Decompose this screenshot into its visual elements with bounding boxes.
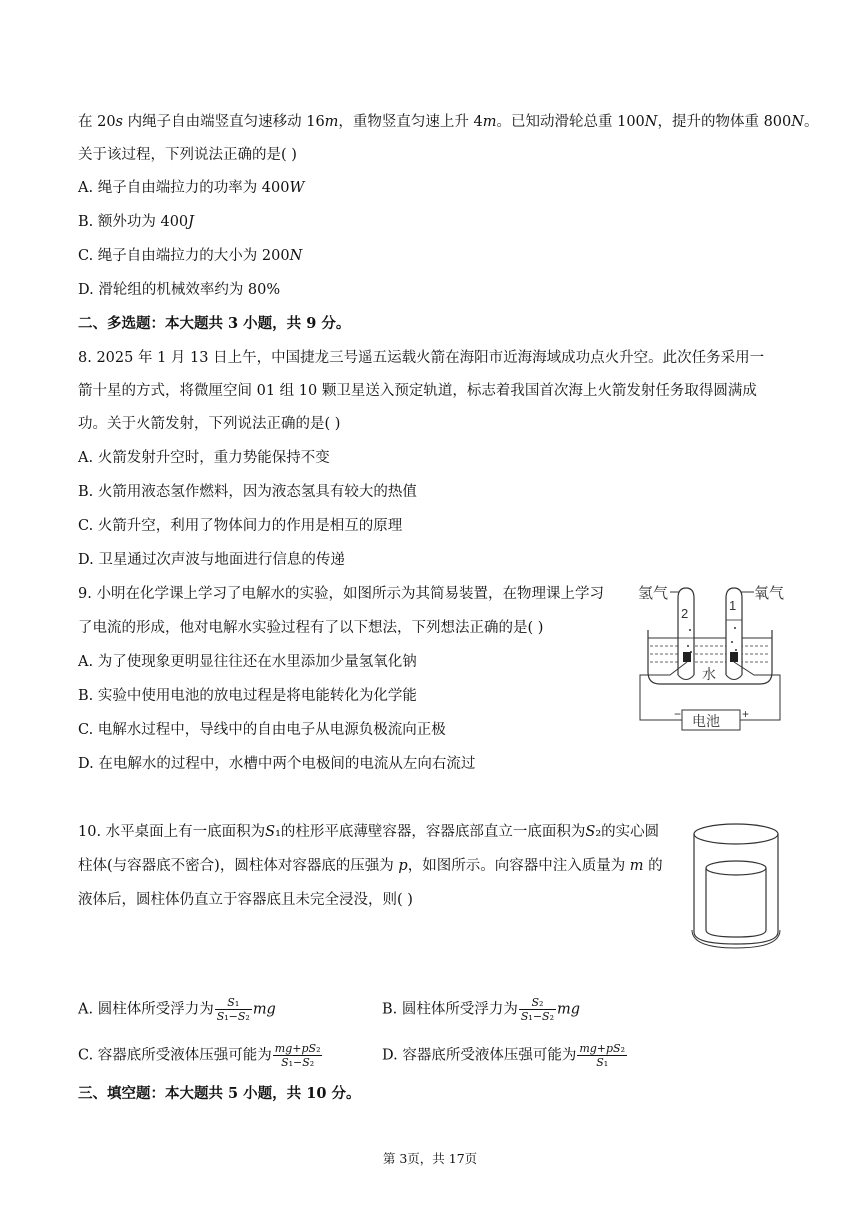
q10-stem-line1 — [78, 822, 659, 842]
water-label: 水 — [702, 666, 716, 682]
q10-line1-part-c: 的实心圆 — [601, 824, 660, 840]
q8-option-b: B. 火箭用液态氢作燃料，因为液态氢具有较大的热值 — [78, 484, 417, 500]
q9-option-c: C. 电解水过程中，导线中的自由电子从电源负极流向正极 — [78, 722, 446, 738]
fraction-c — [273, 1042, 323, 1069]
q7-option-d: D. 滑轮组的机械效率约为 80% — [78, 282, 281, 298]
q10-stem-line3: 液体后，圆柱体仍直立于容器底且未完全浸没，则( ) — [78, 892, 413, 908]
q9-stem-line2: 了电流的形成，他对电解水实验过程有了以下想法，下列想法正确的是( ) — [78, 620, 544, 636]
electrolysis-apparatus-figure — [630, 580, 790, 735]
q10-stem-line2: 柱体(与容器底不密合)，圆柱体对容器底的压强为 𝑝，如图所示。向容器中注入质量为 𝑚 的 — [78, 858, 663, 874]
q9-option-d: D. 在电解水的过程中，水槽中两个电极间的电流从左向右流过 — [78, 756, 476, 772]
q7-stem-line1: 在 20𝑠 内绳子自由端竖直匀速移动 16𝑚，重物竖直匀速上升 4𝑚。已知动滑轮总重 100𝑁，提升的物体重 800𝑁。 — [78, 114, 819, 130]
fraction-b — [519, 996, 556, 1023]
fraction-a — [215, 996, 252, 1023]
section-heading-multiple-choice: 二、多选题：本大题共 3 小题，共 9 分。 — [78, 315, 351, 332]
q10-line1-part-a: 10. 水平桌面上有一底面积为 — [78, 824, 266, 840]
q7-option-a: A. 绳子自由端拉力的功率为 400𝑊 — [78, 180, 305, 196]
q10-option-a — [78, 996, 276, 1023]
q10-option-a-text: A. 圆柱体所受浮力为 — [78, 1001, 214, 1018]
q7-option-b: B. 额外功为 400𝐽 — [78, 214, 194, 230]
q10-option-d-text: D. 容器底所受液体压强可能为 — [382, 1047, 577, 1064]
q8-stem-line2: 箭十星的方式，将微厘空间 01 组 10 颗卫星送入预定轨道，标志着我国首次海上火箭发射任务取得圆满成 — [78, 383, 757, 399]
q10-option-b-tail: 𝑚𝑔 — [556, 1001, 581, 1018]
q7-stem-line2: 关于该过程，下列说法正确的是( ) — [78, 147, 297, 163]
q7-option-c: C. 绳子自由端拉力的大小为 200𝑁 — [78, 248, 303, 264]
fraction-a-denominator: 𝑆₁−𝑆₂ — [216, 1010, 250, 1023]
hydrogen-label: 氢气 — [638, 585, 669, 602]
fraction-b-numerator: 𝑆₂ — [519, 996, 556, 1010]
s2-symbol: 𝑆₂ — [585, 824, 602, 840]
q10-option-b — [382, 996, 580, 1023]
q10-option-d — [382, 1042, 628, 1069]
s1-symbol: 𝑆₁ — [265, 824, 281, 840]
q10-option-c-text: C. 容器底所受液体压强可能为 — [78, 1047, 272, 1064]
q9-stem-line1: 9. 小明在化学课上学习了电解水的实验，如图所示为其简易装置，在物理课上学习 — [78, 586, 604, 602]
q10-line1-part-b: 的柱形平底薄壁容器，容器底部直立一底面积为 — [280, 824, 586, 840]
q10-option-b-text: B. 圆柱体所受浮力为 — [382, 1001, 518, 1018]
q10-option-a-tail: 𝑚𝑔 — [252, 1001, 276, 1018]
fraction-c-denominator: 𝑆₁−𝑆₂ — [281, 1056, 315, 1069]
oxygen-label: 氧气 — [754, 585, 785, 602]
q8-option-c: C. 火箭升空，利用了物体间力的作用是相互的原理 — [78, 518, 403, 534]
fraction-a-numerator: 𝑆₁ — [215, 996, 252, 1010]
fraction-d-denominator: 𝑆₁ — [596, 1056, 609, 1069]
q10-option-c — [78, 1042, 323, 1069]
q8-option-d: D. 卫星通过次声波与地面进行信息的传递 — [78, 552, 345, 568]
section-heading-fill-in: 三、填空题：本大题共 5 小题，共 10 分。 — [78, 1085, 361, 1102]
cylinder-container-figure — [688, 820, 788, 952]
tube-left-label: 2 — [681, 606, 689, 621]
battery-minus: − — [674, 707, 682, 721]
q8-stem-line3: 功。关于火箭发射，下列说法正确的是( ) — [78, 416, 341, 432]
q8-option-a: A. 火箭发射升空时，重力势能保持不变 — [78, 450, 330, 466]
q8-stem-line1: 8. 2025 年 1 月 13 日上午，中国捷龙三号遥五运载火箭在海阳市近海海域成功点火升空。此次任务采用一 — [78, 350, 765, 366]
battery-plus: + — [742, 707, 750, 721]
battery-label: 电池 — [692, 713, 720, 729]
fraction-c-numerator: 𝑚𝑔+𝑝𝑆₂ — [274, 1042, 321, 1055]
q9-option-b: B. 实验中使用电池的放电过程是将电能转化为化学能 — [78, 688, 417, 704]
page-footer: 第 3页，共 17页 — [382, 1151, 478, 1166]
fraction-b-denominator: 𝑆₁−𝑆₂ — [520, 1010, 554, 1023]
tube-right-label: 1 — [729, 598, 737, 613]
fraction-d-numerator: 𝑚𝑔+𝑝𝑆₂ — [579, 1042, 626, 1055]
fraction-d — [577, 1042, 627, 1069]
q9-option-a: A. 为了使现象更明显往往还在水里添加少量氢氧化钠 — [78, 654, 417, 670]
